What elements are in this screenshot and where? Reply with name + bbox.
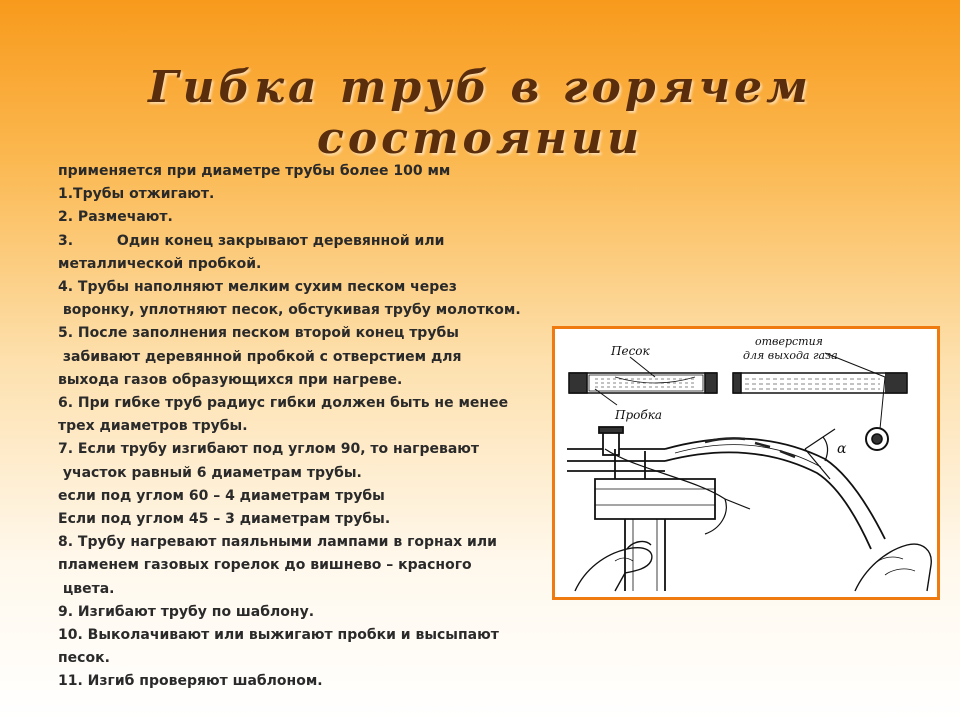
filled-pipe-right <box>733 373 907 393</box>
list-item: цвета. <box>58 580 115 597</box>
list-item: 1.Трубы отжигают. <box>58 186 215 203</box>
list-item: Если под углом 45 – 3 диаметрам трубы. <box>58 511 391 528</box>
list-item: 5. После заполнения песком второй конец трубы <box>58 325 459 342</box>
list-item: металлической пробкой. <box>58 255 262 272</box>
list-item: 2. Размечают. <box>58 209 173 226</box>
label-angle: α <box>837 441 847 457</box>
list-item: пламенем газовых горелок до вишнево – красного <box>58 557 472 574</box>
label-sand: Песок <box>611 344 650 358</box>
label-hole-line2: для выхода газа <box>743 349 838 362</box>
list-item: 6. При гибке труб радиус гибки должен быть не менее <box>58 395 509 412</box>
bend-angle-mark <box>805 429 835 479</box>
pipe-bending-illustration <box>552 326 940 600</box>
filled-pipe-left <box>569 373 717 393</box>
list-item: трех диаметров трубы. <box>58 418 248 435</box>
slide-title: Гибка труб в горячем состоянии <box>148 62 812 164</box>
list-item: 11. Изгиб проверяют шаблоном. <box>58 673 323 690</box>
list-item: 9. Изгибают трубу по шаблону. <box>58 603 315 620</box>
list-item: применяется при диаметре трубы более 100 мм <box>58 163 451 179</box>
label-hole-line1: отверстия <box>755 335 823 348</box>
list-item: 7. Если трубу изгибают под углом 90, то нагревают <box>58 441 480 458</box>
pipe-bending-drawing <box>555 329 937 597</box>
worker-hand-right <box>855 544 931 591</box>
list-item: участок равный 6 диаметрам трубы. <box>58 464 362 481</box>
label-plug: Пробка <box>615 408 663 422</box>
plug-detail <box>866 428 888 450</box>
list-item: если под углом 60 – 4 диаметрам трубы <box>58 487 385 504</box>
list-item: воронку, уплотняют песок, обстукивая трубу молотком. <box>58 302 521 319</box>
worker-hand-left <box>575 542 652 591</box>
list-item: 10. Выколачивают или выжигают пробки и высыпают <box>58 627 499 644</box>
list-item: песок. <box>58 650 110 667</box>
list-item: 8. Трубу нагревают паяльными лампами в горнах или <box>58 534 497 551</box>
list-item: выхода газов образующихся при нагреве. <box>58 371 403 388</box>
list-item: забивают деревянной пробкой с отверстием для <box>58 348 462 365</box>
list-item: 4. Трубы наполняют мелким сухим песком через <box>58 279 457 296</box>
list-item: 3. Один конец закрывают деревянной или <box>58 232 445 249</box>
step-list <box>58 160 538 694</box>
